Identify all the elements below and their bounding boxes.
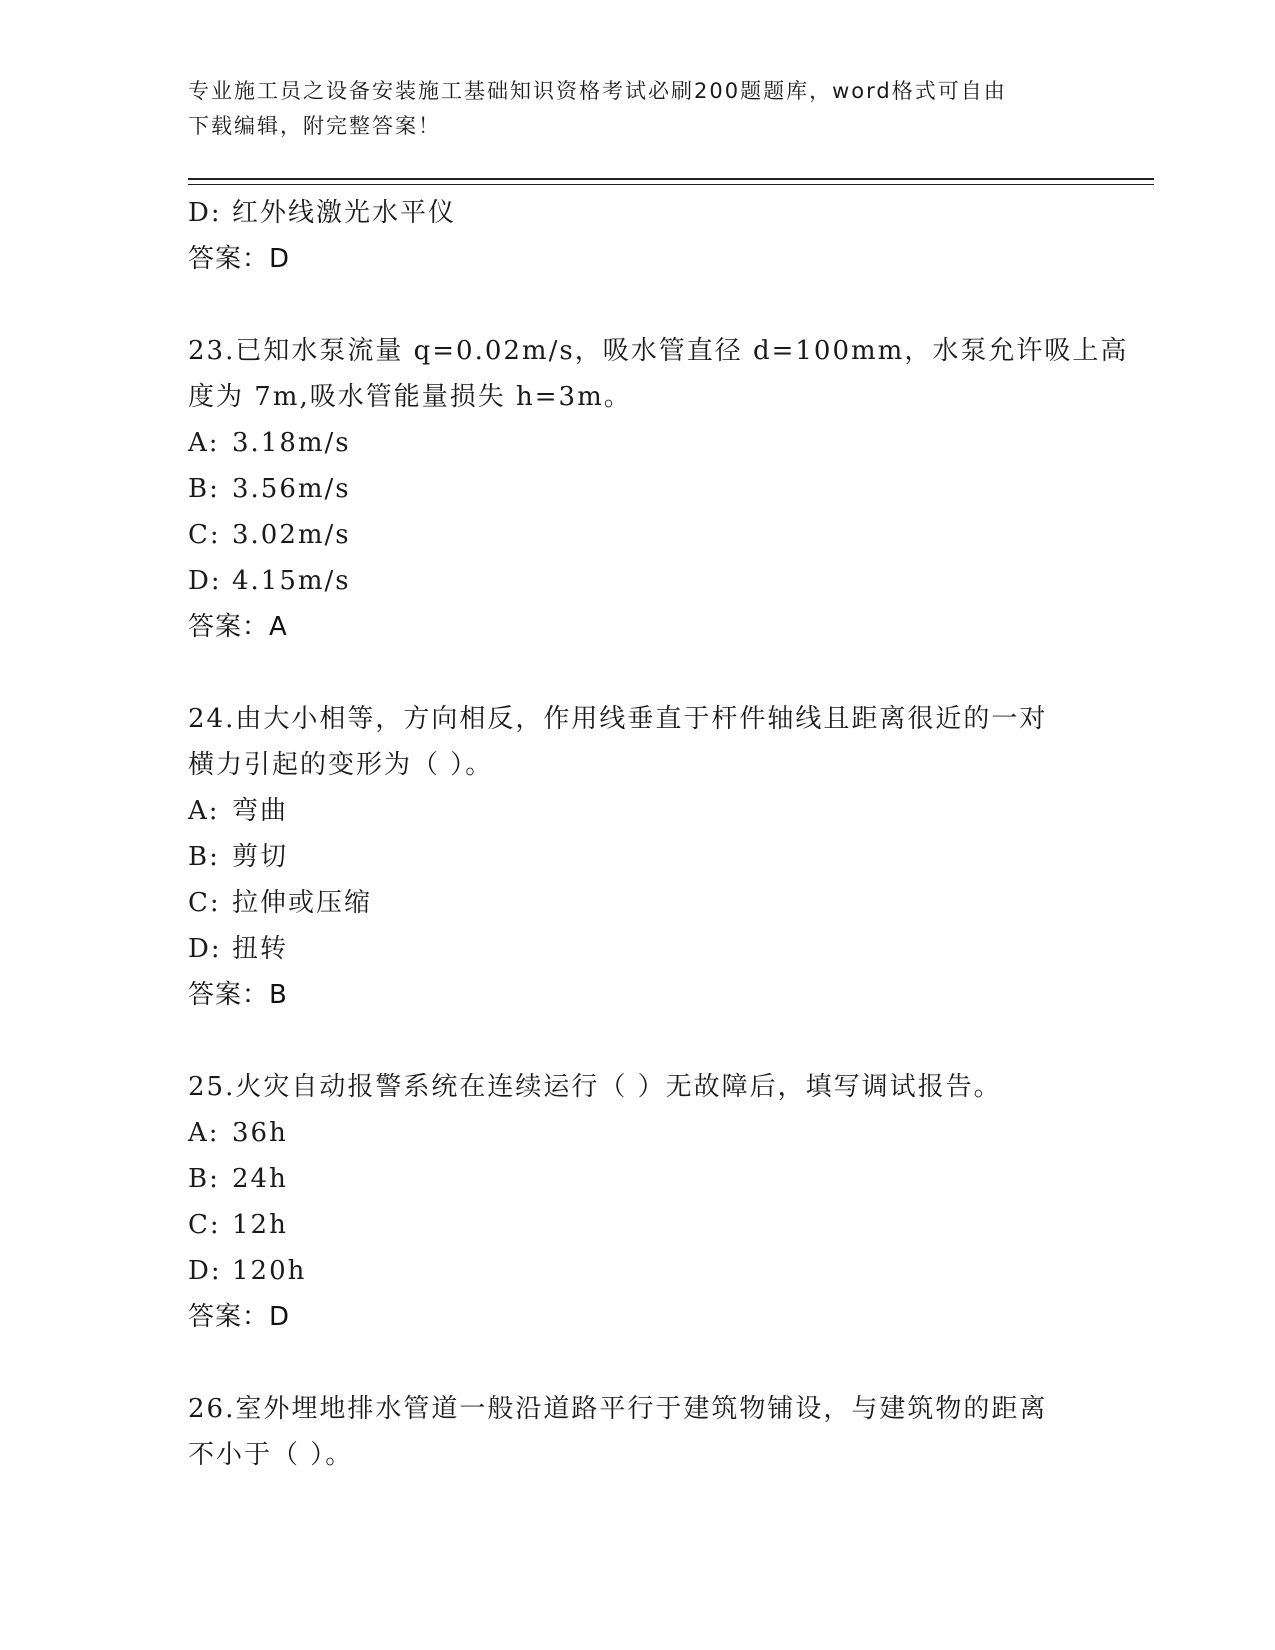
option-label: D: [188,1256,222,1286]
prev-option-d [188,190,1088,236]
header-line-1: 专业施工员之设备安装施工基础知识资格考试必刷200题题库，word格式可自由 [188,79,1007,103]
option-c [188,880,1088,926]
question-23 [188,328,1129,650]
question-content [188,190,1129,1478]
question-stem-line-1: 24.由大小相等，方向相反，作用线垂直于杆件轴线且距离很近的一对 [188,704,1048,734]
option-b [188,1156,1088,1202]
prev-answer: 答案：D [188,244,291,274]
option-label: C: [188,1210,221,1240]
question-stem-line-2: 度为 7m,吸水管能量损失 h=3m。 [188,382,632,412]
option-d [188,1248,1088,1294]
option-label: D: [188,934,222,964]
option-d [188,926,1088,972]
option-b [188,466,1088,512]
option-text: 24h [232,1164,288,1194]
page-header [188,74,1068,144]
option-a [188,1110,1088,1156]
option-text: 36h [232,1118,288,1148]
option-b [188,834,1088,880]
option-c [188,1202,1088,1248]
option-a [188,788,1088,834]
spacer [188,282,1088,328]
question-26 [188,1386,1088,1478]
option-text: 12h [232,1210,288,1240]
question-stem-line-1: 26.室外埋地排水管道一般沿道路平行于建筑物铺设，与建筑物的距离 [188,1394,1048,1424]
answer: 答案：B [188,980,288,1010]
spacer [188,650,1088,696]
option-text: 3.56m/s [232,474,351,504]
option-a [188,420,1088,466]
question-stem-line-2: 横力引起的变形为（ ）。 [188,750,494,780]
option-text: 扭转 [232,934,289,964]
header-divider-thick [188,178,1154,180]
option-label: B: [188,1164,220,1194]
answer: 答案：A [188,612,288,642]
option-c [188,512,1088,558]
option-label: C: [188,520,221,550]
option-label: C: [188,888,221,918]
option-text: 4.15m/s [232,566,351,596]
option-label: D: [188,198,222,228]
header-line-2: 下载编辑，附完整答案！ [188,114,441,138]
answer: 答案：D [188,1302,291,1332]
option-label: D: [188,566,222,596]
header-divider-thin [188,184,1154,185]
option-text: 弯曲 [232,796,289,826]
option-label: B: [188,474,220,504]
spacer [188,1340,1088,1386]
option-text: 3.02m/s [232,520,351,550]
question-stem-line-1: 23.已知水泵流量 q=0.02m/s，吸水管直径 d=100mm，水泵允许吸上高 [188,336,1129,366]
option-text: 拉伸或压缩 [232,888,373,918]
question-25 [188,1064,1088,1340]
option-text: 120h [232,1256,307,1286]
option-text: 剪切 [232,842,289,872]
option-text: 3.18m/s [232,428,351,458]
option-label: B: [188,842,220,872]
question-24 [188,696,1088,1018]
option-text: 红外线激光水平仪 [232,198,457,228]
question-stem-line-1: 25.火灾自动报警系统在连续运行（ ）无故障后，填写调试报告。 [188,1072,1002,1102]
option-label: A: [188,1118,220,1148]
option-d [188,558,1088,604]
option-label: A: [188,796,220,826]
option-label: A: [188,428,220,458]
spacer [188,1018,1088,1064]
question-stem-line-2: 不小于（ ）。 [188,1440,354,1470]
